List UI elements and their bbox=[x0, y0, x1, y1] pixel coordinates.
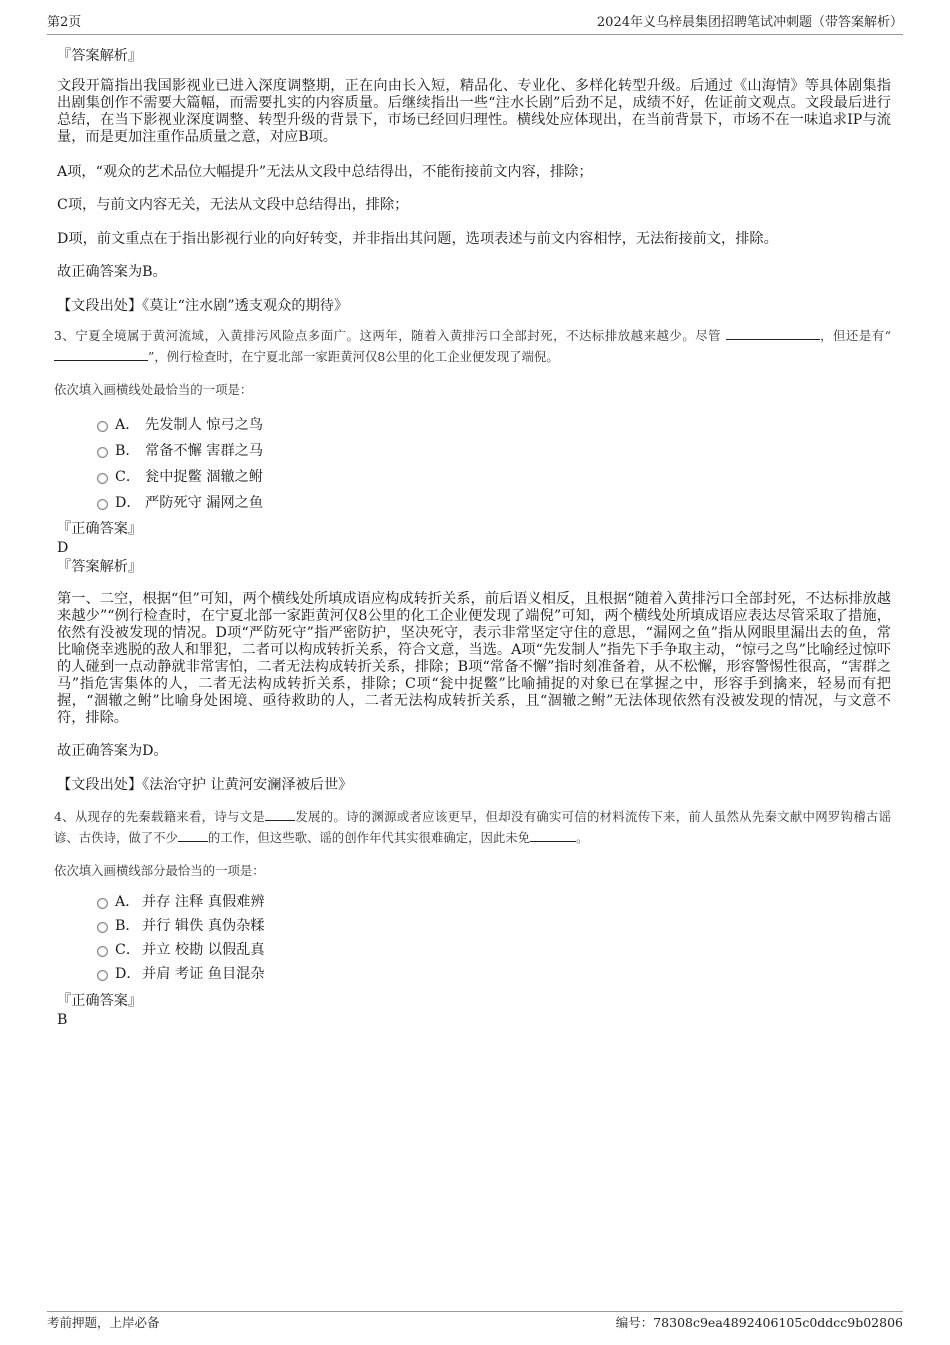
question-3-options bbox=[57, 412, 891, 516]
fill-blank-2 bbox=[178, 829, 208, 842]
radio-icon[interactable] bbox=[97, 946, 108, 957]
fill-blank-1 bbox=[726, 327, 820, 340]
correct-answer-label: 『正确答案』 bbox=[57, 521, 143, 537]
fill-blank-2 bbox=[54, 348, 148, 361]
analysis-item-d: D项，前文重点在于指出影视行业的向好转变，并非指出其问题，选项表述与前文内容相悖，无法衔接前文，排除。 bbox=[57, 231, 778, 247]
question-3-stem: 3、宁夏全境属于黄河流域，入黄排污风险点多面广。这两年，随着入黄排污口全部封死，不达标排放越来越少。尽管 ，但还是有“”，例行检查时，在宁夏北部一家距黄河仅8公里的化工企业便发现了端倪。 bbox=[54, 328, 891, 364]
footer-slogan: 考前押题，上岸必备 bbox=[47, 1315, 160, 1330]
document-body bbox=[54, 42, 892, 1030]
radio-icon[interactable] bbox=[97, 473, 108, 484]
fill-blank-1 bbox=[265, 808, 295, 821]
option-b[interactable]: B． 并行 辑佚 真伪杂糅 bbox=[57, 914, 891, 938]
option-c[interactable]: C． 瓮中捉鳖 涸辙之鲋 bbox=[57, 464, 891, 490]
question-4-stem: 4、从现存的先秦载籍来看，诗与文是 发展的。诗的渊源或者应该更早，但却没有确实可信的材料流传下来，前人虽然从先秦文献中网罗钩稽古谣谚、古佚诗，做了不少 的工作，但这些歌、谣的创作年代其实很难确定，因此未免 。 bbox=[54, 809, 892, 845]
analysis-label: 『答案解析』 bbox=[57, 48, 143, 64]
correct-answer-label: 『正确答案』 bbox=[57, 993, 143, 1009]
document-code: 编号：78308c9ea4892406105c0ddcc9b02806 bbox=[615, 1315, 903, 1330]
option-d[interactable]: D． 严防死守 漏网之鱼 bbox=[57, 490, 891, 516]
passage-source: 【文段出处】《莫让“注水剧”透支观众的期待》 bbox=[57, 298, 349, 314]
radio-icon[interactable] bbox=[97, 499, 108, 510]
analysis-item-a: A项，“观众的艺术品位大幅提升”无法从文段中总结得出，不能衔接前文内容，排除； bbox=[57, 164, 593, 180]
radio-icon[interactable] bbox=[97, 970, 108, 981]
analysis-text: 第一、二空，根据“但”可知，两个横线处所填成语应构成转折关系，前后语义相反，且根据“随着入黄排污口全部封死，不达标排放越来越少”“例行检查时，在宁夏北部一家距黄河仅8公里的化工企业便发现了端倪”可知，两个横线处所填成语应表达尽管采取了措施，依然有没被发现的情况。D项“严防死守”指严密防护，坚决死守，表示非常坚定守住的意思，“漏网之鱼”指从网眼里漏出去的鱼，常比喻侥幸逃脱的敌人和罪犯，二者可以构成转折关系，符合文意，当选。A项“先发制人”指先下手争取主动，“惊弓之鸟”比喻经过惊吓的人碰到一点动静就非常害怕，二者无法构成转折关系，排除；B项“常备不懈”指时刻准备着，从不松懈，形容警惕性很高，“害群之马”指危害集体的人，二者无法构成转折关系，排除；C项“瓮中捉鳖”比喻捕捉的对象已在掌握之中，形容手到擒来，轻易而有把握，“涸辙之鲋”比喻身处困境、亟待救助的人，二者无法构成转折关系，且“涸辙之鲋”无法体现依然有没被发现的情况，与文意不符，排除。 bbox=[57, 591, 891, 726]
answer-conclusion: 故正确答案为B。 bbox=[57, 264, 167, 280]
analysis-label: 『答案解析』 bbox=[57, 559, 143, 575]
page-header bbox=[47, 14, 903, 35]
radio-icon[interactable] bbox=[97, 421, 108, 432]
analysis-item-c: C项，与前文内容无关，无法从文段中总结得出，排除； bbox=[57, 197, 409, 213]
radio-icon[interactable] bbox=[97, 898, 108, 909]
question-3-prompt: 依次填入画横线处最恰当的一项是： bbox=[54, 382, 253, 397]
question-4-options bbox=[57, 890, 891, 986]
option-b[interactable]: B． 常备不懈 害群之马 bbox=[57, 438, 891, 464]
radio-icon[interactable] bbox=[97, 922, 108, 933]
analysis-text: 文段开篇指出我国影视业已进入深度调整期，正在向由长入短，精品化、专业化、多样化转型升级。后通过《山海情》等具体剧集指出剧集创作不需要大篇幅，而需要扎实的内容质量。后继续指出一些“注水长剧”后劲不足，成绩不好，佐证前文观点。文段最后进行总结，在当下影视业深度调整、转型升级的背景下，市场已经回归理性。横线处应体现出，在当前背景下，市场不在一味追求IP与流量，而是更加注重作品质量之意，对应B项。 bbox=[57, 78, 891, 145]
passage-source: 【文段出处】《法治守护 让黄河安澜泽被后世》 bbox=[57, 777, 353, 793]
page-number: 第2页 bbox=[47, 15, 82, 30]
document-title: 2024年义乌梓晨集团招聘笔试冲刺题（带答案解析） bbox=[596, 15, 903, 30]
radio-icon[interactable] bbox=[97, 447, 108, 458]
option-a[interactable]: A． 先发制人 惊弓之鸟 bbox=[57, 412, 891, 438]
option-d[interactable]: D．并肩 考证 鱼目混杂 bbox=[57, 962, 891, 986]
option-a[interactable]: A． 并存 注释 真假难辨 bbox=[57, 890, 891, 914]
answer-conclusion: 故正确答案为D。 bbox=[57, 743, 168, 759]
option-c[interactable]: C． 并立 校勘 以假乱真 bbox=[57, 938, 891, 962]
fill-blank-3 bbox=[530, 829, 576, 842]
correct-answer: D bbox=[57, 540, 69, 556]
page-footer bbox=[47, 1311, 903, 1334]
question-4-prompt: 依次填入画横线部分最恰当的一项是： bbox=[54, 863, 265, 878]
correct-answer: B bbox=[57, 1012, 68, 1028]
